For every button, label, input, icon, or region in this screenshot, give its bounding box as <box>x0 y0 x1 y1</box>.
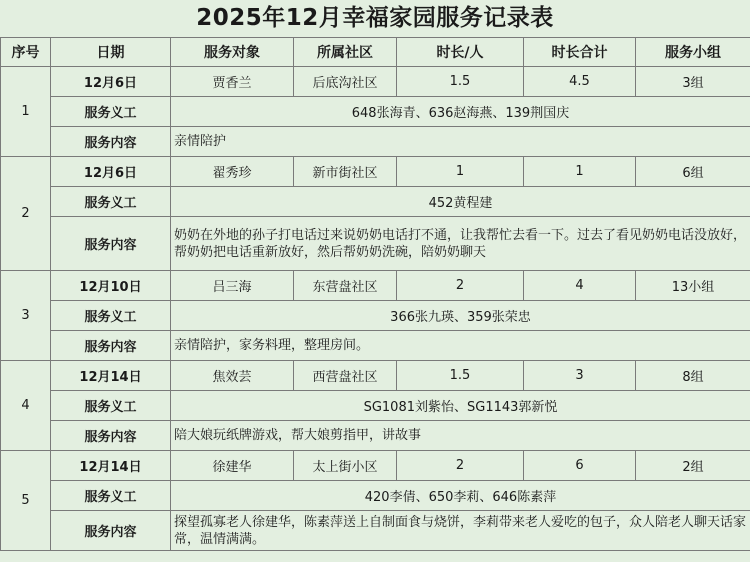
header-seq: 序号 <box>1 38 51 67</box>
record-row <box>1 67 750 97</box>
record-total: 6 <box>524 451 636 481</box>
record-seq: 3 <box>1 271 51 361</box>
volunteer-row <box>1 301 750 331</box>
content-label: 服务内容 <box>51 421 171 451</box>
header-community: 所属社区 <box>294 38 397 67</box>
service-content: 陪大娘玩纸牌游戏，帮大娘剪指甲，讲故事 <box>171 421 750 451</box>
service-record-table <box>0 37 750 551</box>
record-community: 后底沟社区 <box>294 67 397 97</box>
content-label: 服务内容 <box>51 127 171 157</box>
record-date: 12月6日 <box>51 67 171 97</box>
record-row <box>1 361 750 391</box>
record-hours: 2 <box>397 271 524 301</box>
volunteer-row <box>1 481 750 511</box>
volunteer-names: 648张海青、636赵海燕、139荆国庆 <box>171 97 750 127</box>
record-row <box>1 157 750 187</box>
record-hours: 1.5 <box>397 361 524 391</box>
record-seq: 5 <box>1 451 51 551</box>
volunteer-label: 服务义工 <box>51 187 171 217</box>
volunteer-label: 服务义工 <box>51 97 171 127</box>
record-date: 12月6日 <box>51 157 171 187</box>
volunteer-label: 服务义工 <box>51 391 171 421</box>
volunteer-names: SG1081刘紫怡、SG1143郭新悦 <box>171 391 750 421</box>
record-group: 13小组 <box>636 271 750 301</box>
record-date: 12月14日 <box>51 361 171 391</box>
service-content: 亲情陪护，家务料理，整理房间。 <box>171 331 750 361</box>
service-content: 奶奶在外地的孙子打电话过来说奶奶电话打不通，让我帮忙去看一下。过去了看见奶奶电话没放好，帮奶奶把电话重新放好，然后帮奶奶洗碗，陪奶奶聊天 <box>171 217 750 271</box>
record-community: 东营盘社区 <box>294 271 397 301</box>
volunteer-names: 420李倩、650李莉、646陈素萍 <box>171 481 750 511</box>
volunteer-names: 452黄程建 <box>171 187 750 217</box>
record-row <box>1 451 750 481</box>
record-group: 2组 <box>636 451 750 481</box>
volunteer-row <box>1 97 750 127</box>
record-row <box>1 271 750 301</box>
content-row <box>1 217 750 271</box>
record-group: 3组 <box>636 67 750 97</box>
record-total: 3 <box>524 361 636 391</box>
record-hours: 1.5 <box>397 67 524 97</box>
record-seq: 2 <box>1 157 51 271</box>
content-row <box>1 421 750 451</box>
volunteer-row <box>1 187 750 217</box>
volunteer-names: 366张九瑛、359张荣忠 <box>171 301 750 331</box>
content-label: 服务内容 <box>51 331 171 361</box>
record-hours: 2 <box>397 451 524 481</box>
record-seq: 4 <box>1 361 51 451</box>
volunteer-label: 服务义工 <box>51 301 171 331</box>
content-label: 服务内容 <box>51 217 171 271</box>
header-hours: 时长/人 <box>397 38 524 67</box>
header-date: 日期 <box>51 38 171 67</box>
content-label: 服务内容 <box>51 511 171 551</box>
record-person: 翟秀珍 <box>171 157 294 187</box>
record-total: 1 <box>524 157 636 187</box>
record-community: 西营盘社区 <box>294 361 397 391</box>
header-group: 服务小组 <box>636 38 750 67</box>
record-person: 吕三海 <box>171 271 294 301</box>
record-date: 12月14日 <box>51 451 171 481</box>
page-title: 2025年12月幸福家园服务记录表 <box>196 5 554 31</box>
header-total: 时长合计 <box>524 38 636 67</box>
record-date: 12月10日 <box>51 271 171 301</box>
record-person: 贾香兰 <box>171 67 294 97</box>
record-person: 徐建华 <box>171 451 294 481</box>
record-seq: 1 <box>1 67 51 157</box>
header-row <box>1 38 750 67</box>
record-community: 新市街社区 <box>294 157 397 187</box>
volunteer-label: 服务义工 <box>51 481 171 511</box>
record-community: 太上街小区 <box>294 451 397 481</box>
service-content: 探望孤寡老人徐建华，陈素萍送上自制面食与烧饼，李莉带来老人爱吃的包子，众人陪老人聊天话家常，温情满满。 <box>171 511 750 551</box>
header-person: 服务对象 <box>171 38 294 67</box>
content-row <box>1 331 750 361</box>
record-group: 6组 <box>636 157 750 187</box>
content-row <box>1 127 750 157</box>
service-content: 亲情陪护 <box>171 127 750 157</box>
record-total: 4.5 <box>524 67 636 97</box>
volunteer-row <box>1 391 750 421</box>
record-total: 4 <box>524 271 636 301</box>
record-person: 焦效芸 <box>171 361 294 391</box>
content-row <box>1 511 750 551</box>
record-hours: 1 <box>397 157 524 187</box>
record-group: 8组 <box>636 361 750 391</box>
